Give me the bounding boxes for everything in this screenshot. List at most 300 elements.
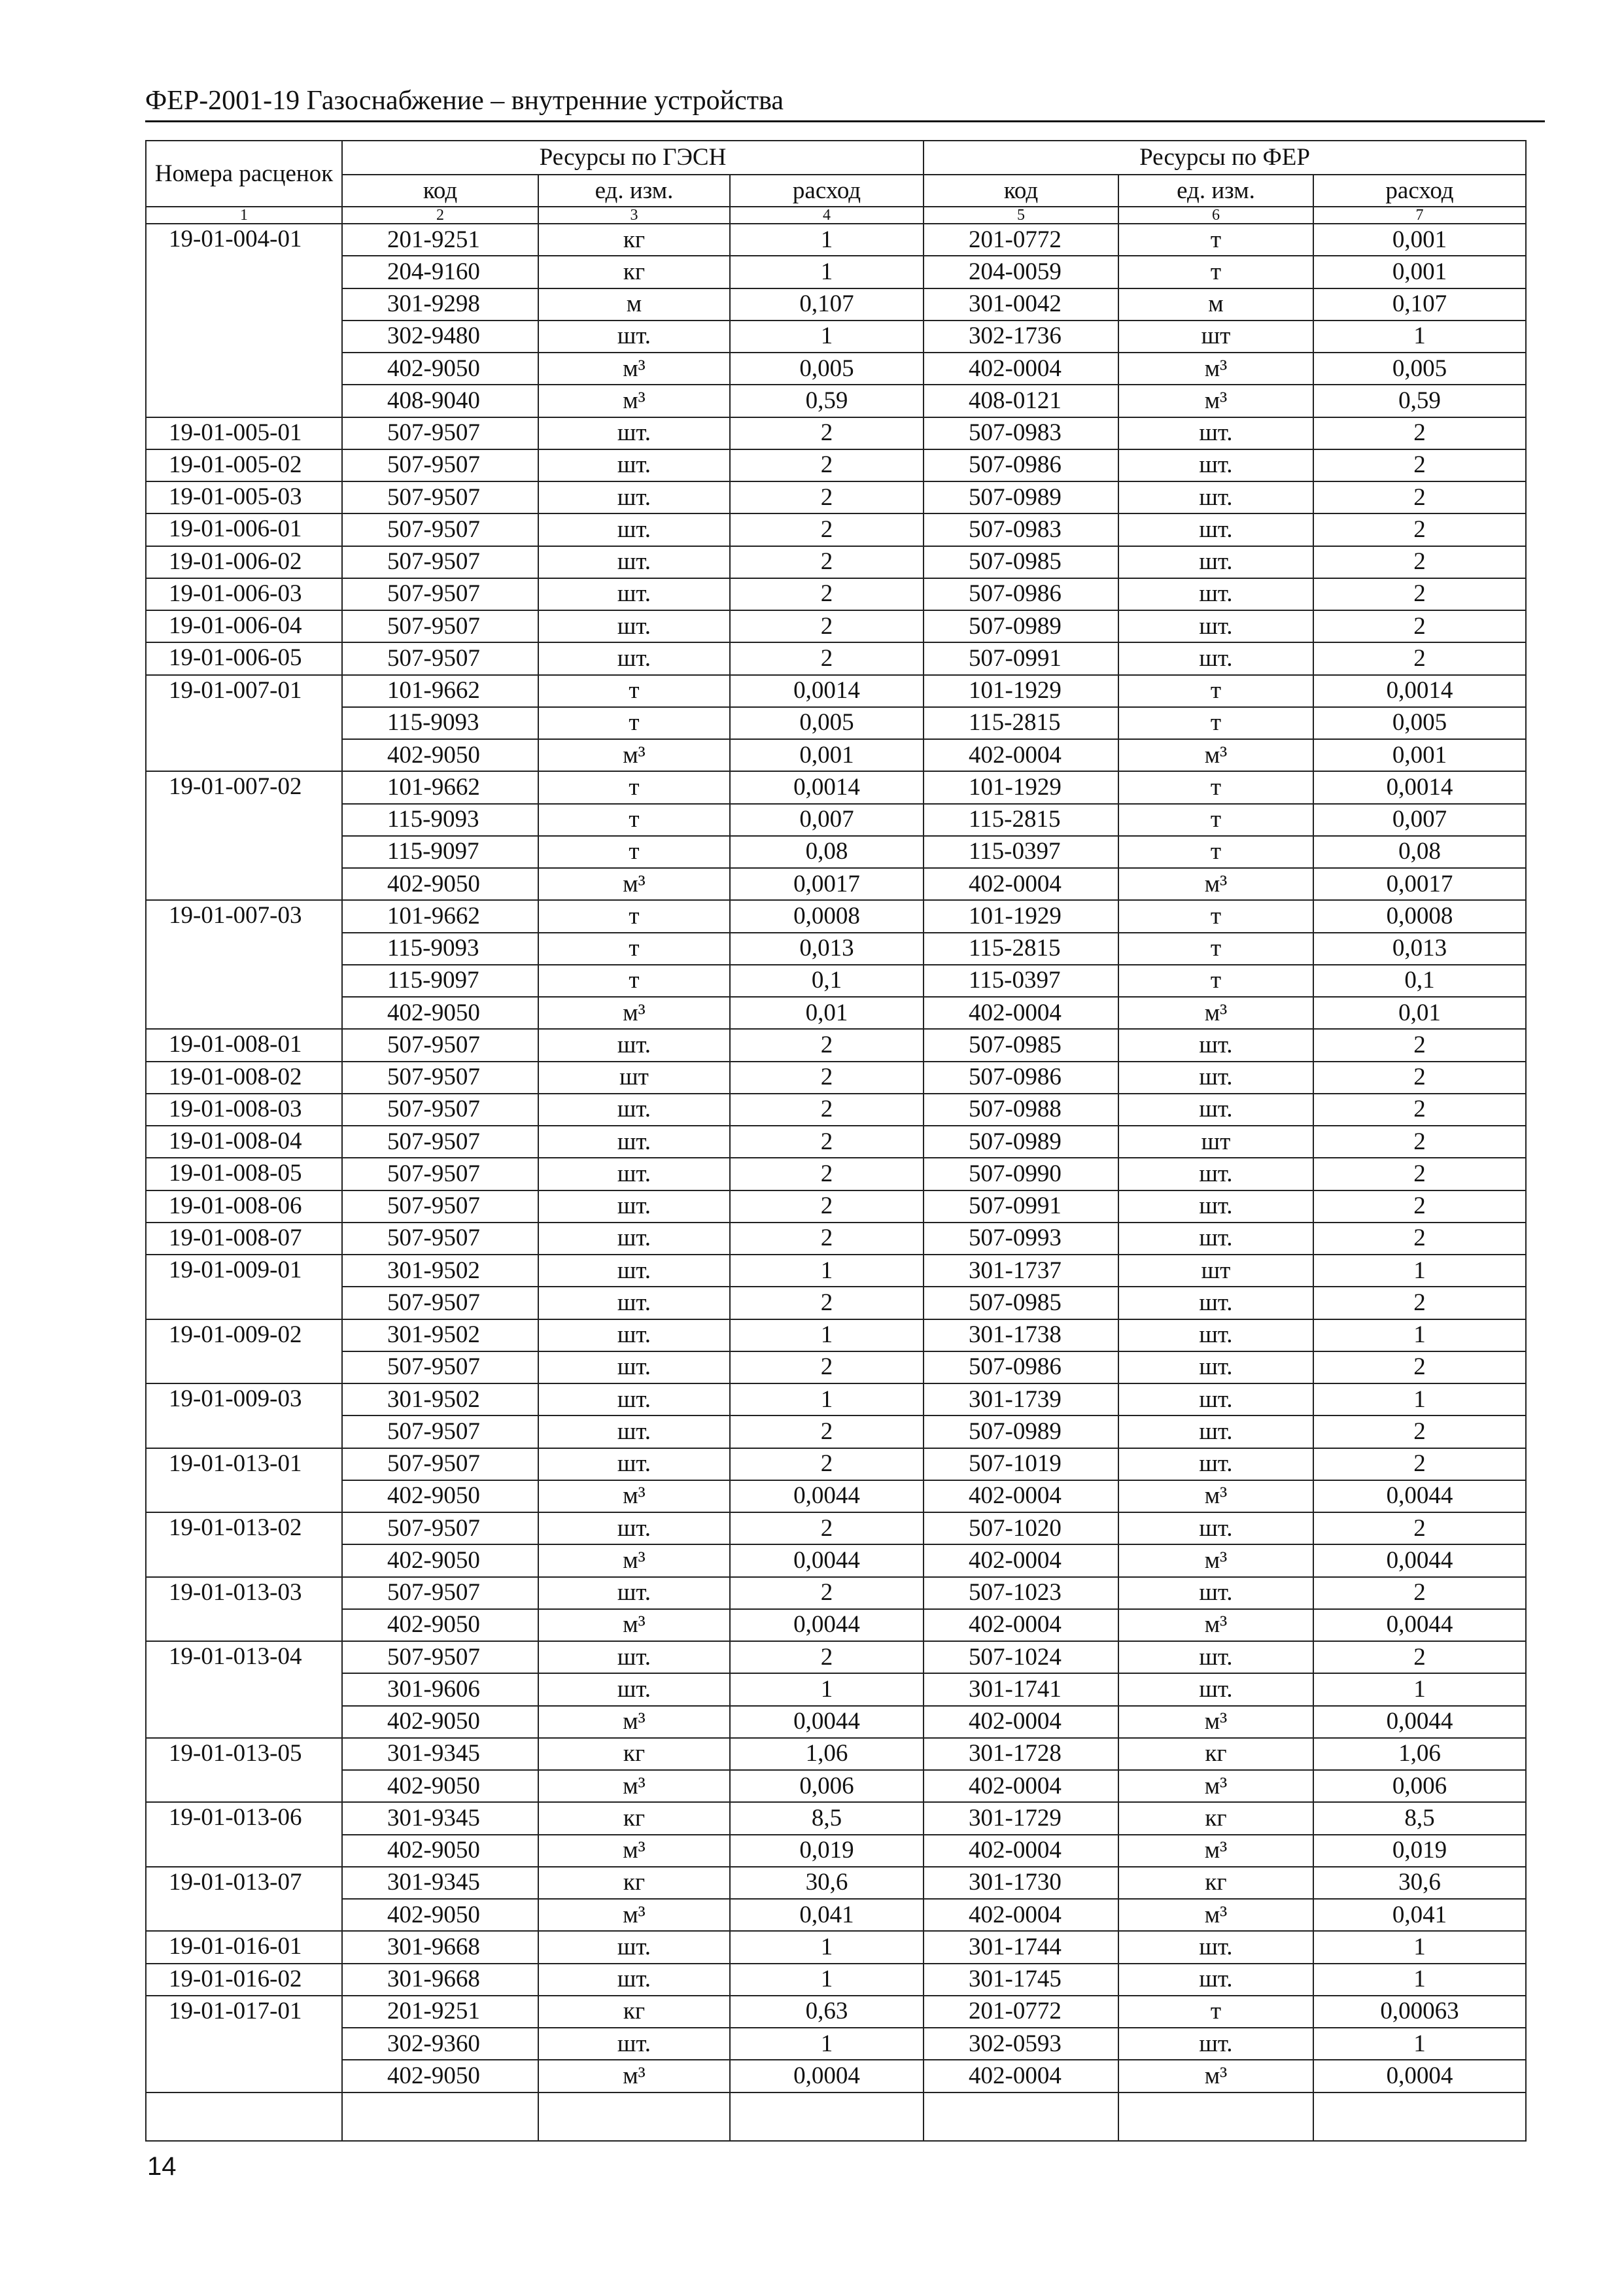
gesn-unit-cell: м³ bbox=[538, 1835, 730, 1867]
fer-consumption-cell: 0,0014 bbox=[1313, 771, 1526, 803]
gesn-unit-cell: т bbox=[538, 707, 730, 739]
gesn-consumption-cell: 1 bbox=[730, 1931, 924, 1963]
fer-unit-cell: шт. bbox=[1118, 1512, 1313, 1544]
fer-consumption-cell: 2 bbox=[1313, 1094, 1526, 1126]
gesn-code-cell: 507-9507 bbox=[342, 1287, 538, 1319]
gesn-code-cell: 402-9050 bbox=[342, 1770, 538, 1802]
fer-code-cell: 507-0988 bbox=[924, 1094, 1118, 1126]
gesn-unit-cell: м³ bbox=[538, 1609, 730, 1641]
fer-consumption-cell: 2 bbox=[1313, 1577, 1526, 1609]
gesn-code-cell: 507-9507 bbox=[342, 1094, 538, 1126]
rate-number-cell: 19-01-006-03 bbox=[146, 578, 342, 610]
gesn-unit-cell: шт. bbox=[538, 2028, 730, 2060]
gesn-unit-cell: м³ bbox=[538, 2060, 730, 2092]
table-row bbox=[146, 1190, 1526, 1223]
gesn-code-cell: 507-9507 bbox=[342, 481, 538, 513]
page-number: 14 bbox=[147, 2152, 177, 2181]
fer-code-cell: 301-1745 bbox=[924, 1964, 1118, 1996]
gesn-consumption-cell: 0,0044 bbox=[730, 1480, 924, 1512]
fer-consumption-cell: 1 bbox=[1313, 1673, 1526, 1705]
fer-consumption-cell: 2 bbox=[1313, 1126, 1526, 1158]
gesn-code-cell: 402-9050 bbox=[342, 1706, 538, 1738]
gesn-consumption-cell: 0,005 bbox=[730, 707, 924, 739]
fer-unit-cell: шт. bbox=[1118, 546, 1313, 578]
table-row bbox=[146, 610, 1526, 642]
table-row bbox=[146, 1158, 1526, 1190]
table-row bbox=[146, 417, 1526, 449]
table-row bbox=[146, 385, 1526, 417]
gesn-unit-cell: шт. bbox=[538, 1319, 730, 1351]
gesn-code-cell: 507-9507 bbox=[342, 1126, 538, 1158]
gesn-code-cell: 302-9360 bbox=[342, 2028, 538, 2060]
gesn-unit-cell: кг bbox=[538, 256, 730, 288]
fer-code-cell: 115-0397 bbox=[924, 836, 1118, 868]
gesn-code-cell: 507-9507 bbox=[342, 1641, 538, 1673]
gesn-code-cell: 507-9507 bbox=[342, 578, 538, 610]
fer-consumption-cell: 2 bbox=[1313, 1641, 1526, 1673]
empty-cell bbox=[342, 2093, 538, 2141]
fer-code-cell: 507-0985 bbox=[924, 1287, 1118, 1319]
fer-code-cell: 507-1020 bbox=[924, 1512, 1118, 1544]
gesn-unit-cell: шт. bbox=[538, 1931, 730, 1963]
column-number: 3 bbox=[538, 207, 730, 224]
table-row bbox=[146, 804, 1526, 836]
fer-code-cell: 507-0989 bbox=[924, 610, 1118, 642]
gesn-unit-cell: шт. bbox=[538, 610, 730, 642]
gesn-unit-cell: т bbox=[538, 965, 730, 997]
fer-consumption-cell: 0,0017 bbox=[1313, 868, 1526, 900]
fer-code-cell: 115-0397 bbox=[924, 965, 1118, 997]
gesn-unit-cell: т bbox=[538, 836, 730, 868]
fer-code-cell: 301-1730 bbox=[924, 1867, 1118, 1899]
gesn-consumption-cell: 2 bbox=[730, 1094, 924, 1126]
fer-consumption-cell: 0,01 bbox=[1313, 997, 1526, 1029]
gesn-consumption-cell: 2 bbox=[730, 513, 924, 546]
gesn-code-cell: 115-9097 bbox=[342, 965, 538, 997]
fer-unit-cell: т bbox=[1118, 256, 1313, 288]
gesn-unit-cell: т bbox=[538, 771, 730, 803]
gesn-consumption-cell: 2 bbox=[730, 1448, 924, 1480]
table-row bbox=[146, 1351, 1526, 1383]
page-header bbox=[145, 80, 1545, 122]
rate-number-cell: 19-01-013-04 bbox=[146, 1641, 342, 1738]
fer-code-cell: 201-0772 bbox=[924, 224, 1118, 256]
gesn-code-header: код bbox=[342, 175, 538, 207]
gesn-unit-cell: кг bbox=[538, 1802, 730, 1834]
fer-unit-cell: м³ bbox=[1118, 739, 1313, 771]
fer-code-cell: 507-1019 bbox=[924, 1448, 1118, 1480]
fer-unit-cell: т bbox=[1118, 804, 1313, 836]
fer-code-cell: 507-0985 bbox=[924, 1029, 1118, 1061]
table-row bbox=[146, 868, 1526, 900]
gesn-unit-cell: шт. bbox=[538, 1126, 730, 1158]
empty-cell bbox=[538, 2093, 730, 2141]
fer-code-cell: 301-1744 bbox=[924, 1931, 1118, 1963]
gesn-code-cell: 507-9507 bbox=[342, 449, 538, 481]
gesn-unit-cell: шт. bbox=[538, 1190, 730, 1223]
table-row bbox=[146, 481, 1526, 513]
gesn-code-cell: 507-9507 bbox=[342, 1512, 538, 1544]
fer-consumption-cell: 0,001 bbox=[1313, 256, 1526, 288]
fer-consumption-cell: 1 bbox=[1313, 1964, 1526, 1996]
fer-code-cell: 507-0986 bbox=[924, 1062, 1118, 1094]
table-row bbox=[146, 1448, 1526, 1480]
empty-cell bbox=[924, 2093, 1118, 2141]
gesn-unit-cell: т bbox=[538, 933, 730, 965]
fer-unit-cell: м³ bbox=[1118, 1609, 1313, 1641]
table-row bbox=[146, 1738, 1526, 1770]
gesn-consumption-cell: 0,019 bbox=[730, 1835, 924, 1867]
gesn-unit-cell: шт. bbox=[538, 1673, 730, 1705]
fer-unit-cell: шт. bbox=[1118, 1964, 1313, 1996]
gesn-code-cell: 507-9507 bbox=[342, 642, 538, 674]
gesn-code-cell: 301-9502 bbox=[342, 1383, 538, 1415]
rate-number-cell: 19-01-006-05 bbox=[146, 642, 342, 674]
gesn-code-cell: 301-9502 bbox=[342, 1255, 538, 1287]
gesn-consumption-cell: 2 bbox=[730, 1223, 924, 1255]
gesn-code-cell: 507-9507 bbox=[342, 1158, 538, 1190]
gesn-code-cell: 507-9507 bbox=[342, 1415, 538, 1448]
gesn-unit-cell: м³ bbox=[538, 739, 730, 771]
gesn-unit-cell: т bbox=[538, 675, 730, 707]
table-row bbox=[146, 1415, 1526, 1448]
gesn-consumption-cell: 2 bbox=[730, 1287, 924, 1319]
gesn-unit-cell: шт. bbox=[538, 1641, 730, 1673]
fer-consumption-cell: 1 bbox=[1313, 321, 1526, 353]
fer-unit-cell: т bbox=[1118, 707, 1313, 739]
fer-unit-cell: шт. bbox=[1118, 1641, 1313, 1673]
gesn-code-cell: 507-9507 bbox=[342, 1062, 538, 1094]
fer-consumption-cell: 0,08 bbox=[1313, 836, 1526, 868]
fer-code-cell: 402-0004 bbox=[924, 739, 1118, 771]
fer-consumption-cell: 0,006 bbox=[1313, 1770, 1526, 1802]
fer-unit-cell: шт. bbox=[1118, 1448, 1313, 1480]
gesn-code-cell: 402-9050 bbox=[342, 1835, 538, 1867]
fer-unit-cell: шт. bbox=[1118, 2028, 1313, 2060]
rate-number-cell: 19-01-008-05 bbox=[146, 1158, 342, 1190]
table-row bbox=[146, 2028, 1526, 2060]
gesn-consumption-cell: 2 bbox=[730, 1512, 924, 1544]
rate-number-cell: 19-01-008-07 bbox=[146, 1223, 342, 1255]
gesn-unit-cell: м³ bbox=[538, 353, 730, 385]
gesn-consumption-cell: 1 bbox=[730, 2028, 924, 2060]
gesn-code-cell: 507-9507 bbox=[342, 1223, 538, 1255]
fer-unit-header: ед. изм. bbox=[1118, 175, 1313, 207]
fer-consumption-cell: 0,0044 bbox=[1313, 1544, 1526, 1576]
fer-code-cell: 301-1737 bbox=[924, 1255, 1118, 1287]
gesn-header: Ресурсы по ГЭСН bbox=[342, 141, 924, 175]
table-row bbox=[146, 675, 1526, 707]
fer-code-cell: 301-1741 bbox=[924, 1673, 1118, 1705]
rate-number-cell: 19-01-005-02 bbox=[146, 449, 342, 481]
fer-unit-cell: шт. bbox=[1118, 417, 1313, 449]
fer-code-cell: 402-0004 bbox=[924, 1609, 1118, 1641]
fer-consumption-cell: 2 bbox=[1313, 417, 1526, 449]
table-row bbox=[146, 1899, 1526, 1931]
table-row bbox=[146, 1931, 1526, 1963]
gesn-code-cell: 201-9251 bbox=[342, 224, 538, 256]
gesn-code-cell: 402-9050 bbox=[342, 2060, 538, 2092]
gesn-consumption-cell: 2 bbox=[730, 1126, 924, 1158]
gesn-code-cell: 101-9662 bbox=[342, 900, 538, 932]
gesn-consumption-cell: 1 bbox=[730, 1383, 924, 1415]
column-number: 4 bbox=[730, 207, 924, 224]
gesn-unit-cell: м³ bbox=[538, 868, 730, 900]
table-row bbox=[146, 771, 1526, 803]
gesn-unit-cell: шт. bbox=[538, 546, 730, 578]
table-row bbox=[146, 2060, 1526, 2092]
fer-unit-cell: т bbox=[1118, 933, 1313, 965]
gesn-unit-cell: шт. bbox=[538, 513, 730, 546]
rate-number-cell: 19-01-009-02 bbox=[146, 1319, 342, 1384]
fer-code-cell: 301-1739 bbox=[924, 1383, 1118, 1415]
fer-unit-cell: шт bbox=[1118, 321, 1313, 353]
gesn-code-cell: 402-9050 bbox=[342, 1609, 538, 1641]
rate-number-cell: 19-01-006-04 bbox=[146, 610, 342, 642]
table-row bbox=[146, 1770, 1526, 1802]
fer-consumption-cell: 2 bbox=[1313, 1351, 1526, 1383]
fer-code-cell: 402-0004 bbox=[924, 2060, 1118, 2092]
gesn-unit-cell: шт. bbox=[538, 1415, 730, 1448]
gesn-code-cell: 507-9507 bbox=[342, 1577, 538, 1609]
fer-consumption-cell: 0,005 bbox=[1313, 353, 1526, 385]
fer-unit-cell: м³ bbox=[1118, 353, 1313, 385]
fer-consumption-cell: 2 bbox=[1313, 1415, 1526, 1448]
fer-code-cell: 115-2815 bbox=[924, 933, 1118, 965]
table-row bbox=[146, 1835, 1526, 1867]
column-number: 7 bbox=[1313, 207, 1526, 224]
fer-unit-cell: шт. bbox=[1118, 1158, 1313, 1190]
gesn-code-cell: 301-9345 bbox=[342, 1738, 538, 1770]
fer-code-cell: 301-1728 bbox=[924, 1738, 1118, 1770]
fer-consumption-cell: 0,0044 bbox=[1313, 1609, 1526, 1641]
fer-code-cell: 507-0986 bbox=[924, 1351, 1118, 1383]
rate-number-cell: 19-01-006-02 bbox=[146, 546, 342, 578]
fer-code-cell: 101-1929 bbox=[924, 900, 1118, 932]
rate-number-cell: 19-01-007-03 bbox=[146, 900, 342, 1029]
table-row bbox=[146, 707, 1526, 739]
empty-cell bbox=[1313, 2093, 1526, 2141]
gesn-consumption-cell: 0,59 bbox=[730, 385, 924, 417]
gesn-code-cell: 507-9507 bbox=[342, 610, 538, 642]
gesn-unit-cell: м³ bbox=[538, 997, 730, 1029]
gesn-unit-cell: шт. bbox=[538, 1964, 730, 1996]
column-number: 1 bbox=[146, 207, 342, 224]
fer-code-cell: 408-0121 bbox=[924, 385, 1118, 417]
fer-unit-cell: шт. bbox=[1118, 1062, 1313, 1094]
fer-code-cell: 507-1024 bbox=[924, 1641, 1118, 1673]
table-row bbox=[146, 1512, 1526, 1544]
fer-consumption-cell: 0,001 bbox=[1313, 739, 1526, 771]
gesn-unit-cell: кг bbox=[538, 1867, 730, 1899]
fer-code-cell: 507-0989 bbox=[924, 1126, 1118, 1158]
fer-unit-cell: шт. bbox=[1118, 1673, 1313, 1705]
fer-unit-cell: м³ bbox=[1118, 1770, 1313, 1802]
gesn-unit-cell: шт. bbox=[538, 321, 730, 353]
gesn-unit-cell: кг bbox=[538, 1738, 730, 1770]
gesn-unit-header: ед. изм. bbox=[538, 175, 730, 207]
gesn-consumption-cell: 0,08 bbox=[730, 836, 924, 868]
gesn-code-cell: 204-9160 bbox=[342, 256, 538, 288]
table-row bbox=[146, 1480, 1526, 1512]
rate-number-cell: 19-01-013-01 bbox=[146, 1448, 342, 1513]
fer-unit-cell: т bbox=[1118, 771, 1313, 803]
fer-header: Ресурсы по ФЕР bbox=[924, 141, 1526, 175]
empty-row bbox=[146, 2093, 1526, 2141]
gesn-consumption-cell: 2 bbox=[730, 1158, 924, 1190]
table-row bbox=[146, 997, 1526, 1029]
table-row bbox=[146, 578, 1526, 610]
fer-code-cell: 507-0989 bbox=[924, 1415, 1118, 1448]
fer-code-cell: 402-0004 bbox=[924, 1544, 1118, 1576]
fer-unit-cell: шт. bbox=[1118, 1383, 1313, 1415]
gesn-consumption-cell: 2 bbox=[730, 1351, 924, 1383]
table-row bbox=[146, 288, 1526, 321]
gesn-consumption-cell: 0,0044 bbox=[730, 1544, 924, 1576]
fer-consumption-cell: 0,019 bbox=[1313, 1835, 1526, 1867]
fer-unit-cell: т bbox=[1118, 900, 1313, 932]
fer-consumption-cell: 0,0044 bbox=[1313, 1706, 1526, 1738]
rate-number-cell: 19-01-016-01 bbox=[146, 1931, 342, 1963]
gesn-unit-cell: шт. bbox=[538, 1287, 730, 1319]
table-row bbox=[146, 1673, 1526, 1705]
fer-consumption-cell: 1 bbox=[1313, 2028, 1526, 2060]
rate-number-cell: 19-01-013-03 bbox=[146, 1577, 342, 1642]
fer-consumption-cell: 2 bbox=[1313, 1448, 1526, 1480]
gesn-consumption-cell: 0,0044 bbox=[730, 1706, 924, 1738]
gesn-code-cell: 201-9251 bbox=[342, 1996, 538, 2028]
fer-consumption-cell: 2 bbox=[1313, 1223, 1526, 1255]
fer-code-cell: 507-0993 bbox=[924, 1223, 1118, 1255]
gesn-consumption-cell: 8,5 bbox=[730, 1802, 924, 1834]
document-title: ФЕР-2001-19 Газоснабжение – внутренние устройства bbox=[145, 86, 784, 116]
rate-number-cell: 19-01-013-07 bbox=[146, 1867, 342, 1932]
gesn-consumption-cell: 1 bbox=[730, 1964, 924, 1996]
fer-unit-cell: шт. bbox=[1118, 1319, 1313, 1351]
fer-consumption-cell: 2 bbox=[1313, 449, 1526, 481]
fer-unit-cell: т bbox=[1118, 675, 1313, 707]
gesn-consumption-cell: 0,001 bbox=[730, 739, 924, 771]
fer-code-cell: 204-0059 bbox=[924, 256, 1118, 288]
fer-code-cell: 402-0004 bbox=[924, 997, 1118, 1029]
fer-consumption-cell: 0,107 bbox=[1313, 288, 1526, 321]
fer-code-cell: 507-0991 bbox=[924, 642, 1118, 674]
fer-unit-cell: м³ bbox=[1118, 1899, 1313, 1931]
fer-consumption-cell: 2 bbox=[1313, 1512, 1526, 1544]
fer-code-cell: 507-0989 bbox=[924, 481, 1118, 513]
fer-consumption-cell: 0,007 bbox=[1313, 804, 1526, 836]
rate-number-cell: 19-01-009-03 bbox=[146, 1383, 342, 1448]
fer-unit-cell: шт. bbox=[1118, 1415, 1313, 1448]
gesn-code-cell: 301-9502 bbox=[342, 1319, 538, 1351]
gesn-consumption-cell: 0,0008 bbox=[730, 900, 924, 932]
fer-consumption-cell: 1 bbox=[1313, 1383, 1526, 1415]
rate-number-cell: 19-01-008-02 bbox=[146, 1062, 342, 1094]
rate-number-cell: 19-01-006-01 bbox=[146, 513, 342, 546]
table-row bbox=[146, 965, 1526, 997]
fer-unit-cell: кг bbox=[1118, 1802, 1313, 1834]
table-row bbox=[146, 1029, 1526, 1061]
fer-consumption-header: расход bbox=[1313, 175, 1526, 207]
table-row bbox=[146, 353, 1526, 385]
fer-unit-cell: шт. bbox=[1118, 1931, 1313, 1963]
table-row bbox=[146, 836, 1526, 868]
table-row bbox=[146, 900, 1526, 932]
fer-consumption-cell: 8,5 bbox=[1313, 1802, 1526, 1834]
gesn-consumption-cell: 2 bbox=[730, 610, 924, 642]
table-row bbox=[146, 449, 1526, 481]
rate-number-cell: 19-01-009-01 bbox=[146, 1255, 342, 1319]
fer-consumption-cell: 2 bbox=[1313, 513, 1526, 546]
fer-consumption-cell: 30,6 bbox=[1313, 1867, 1526, 1899]
gesn-unit-cell: шт. bbox=[538, 449, 730, 481]
table-row bbox=[146, 1255, 1526, 1287]
table-row bbox=[146, 933, 1526, 965]
gesn-unit-cell: шт bbox=[538, 1062, 730, 1094]
fer-unit-cell: м³ bbox=[1118, 1835, 1313, 1867]
fer-unit-cell: шт. bbox=[1118, 1094, 1313, 1126]
gesn-consumption-cell: 1 bbox=[730, 321, 924, 353]
gesn-consumption-cell: 2 bbox=[730, 1029, 924, 1061]
rates-header: Номера расценок bbox=[146, 141, 342, 207]
fer-unit-cell: шт. bbox=[1118, 481, 1313, 513]
gesn-code-cell: 302-9480 bbox=[342, 321, 538, 353]
rate-number-cell: 19-01-005-03 bbox=[146, 481, 342, 513]
fer-code-cell: 507-0983 bbox=[924, 513, 1118, 546]
fer-code-cell: 402-0004 bbox=[924, 353, 1118, 385]
rate-number-cell: 19-01-013-05 bbox=[146, 1738, 342, 1803]
gesn-consumption-cell: 0,041 bbox=[730, 1899, 924, 1931]
fer-consumption-cell: 2 bbox=[1313, 642, 1526, 674]
table-row bbox=[146, 321, 1526, 353]
gesn-consumption-cell: 1,06 bbox=[730, 1738, 924, 1770]
gesn-unit-cell: шт. bbox=[538, 1158, 730, 1190]
fer-code-cell: 301-1729 bbox=[924, 1802, 1118, 1834]
gesn-code-cell: 301-9298 bbox=[342, 288, 538, 321]
fer-unit-cell: шт bbox=[1118, 1255, 1313, 1287]
fer-code-cell: 507-1023 bbox=[924, 1577, 1118, 1609]
fer-unit-cell: шт. bbox=[1118, 1223, 1313, 1255]
gesn-code-cell: 115-9093 bbox=[342, 804, 538, 836]
table-row bbox=[146, 1319, 1526, 1351]
fer-code-cell: 101-1929 bbox=[924, 675, 1118, 707]
gesn-consumption-cell: 1 bbox=[730, 1319, 924, 1351]
gesn-consumption-cell: 0,0017 bbox=[730, 868, 924, 900]
table-row bbox=[146, 1126, 1526, 1158]
gesn-unit-cell: шт. bbox=[538, 481, 730, 513]
gesn-unit-cell: шт. bbox=[538, 578, 730, 610]
table-row bbox=[146, 1544, 1526, 1576]
fer-code-cell: 115-2815 bbox=[924, 707, 1118, 739]
fer-consumption-cell: 0,59 bbox=[1313, 385, 1526, 417]
gesn-code-cell: 301-9668 bbox=[342, 1964, 538, 1996]
gesn-unit-cell: шт. bbox=[538, 1223, 730, 1255]
rate-number-cell: 19-01-013-06 bbox=[146, 1802, 342, 1867]
gesn-code-cell: 301-9345 bbox=[342, 1867, 538, 1899]
table-body bbox=[146, 224, 1526, 2141]
table-row bbox=[146, 1641, 1526, 1673]
table-row bbox=[146, 1287, 1526, 1319]
fer-consumption-cell: 0,005 bbox=[1313, 707, 1526, 739]
gesn-unit-cell: т bbox=[538, 900, 730, 932]
gesn-unit-cell: шт. bbox=[538, 1351, 730, 1383]
gesn-code-cell: 115-9093 bbox=[342, 707, 538, 739]
fer-consumption-cell: 0,00063 bbox=[1313, 1996, 1526, 2028]
rate-number-cell: 19-01-017-01 bbox=[146, 1996, 342, 2093]
gesn-consumption-cell: 2 bbox=[730, 1190, 924, 1223]
fer-consumption-cell: 0,041 bbox=[1313, 1899, 1526, 1931]
gesn-consumption-cell: 2 bbox=[730, 642, 924, 674]
